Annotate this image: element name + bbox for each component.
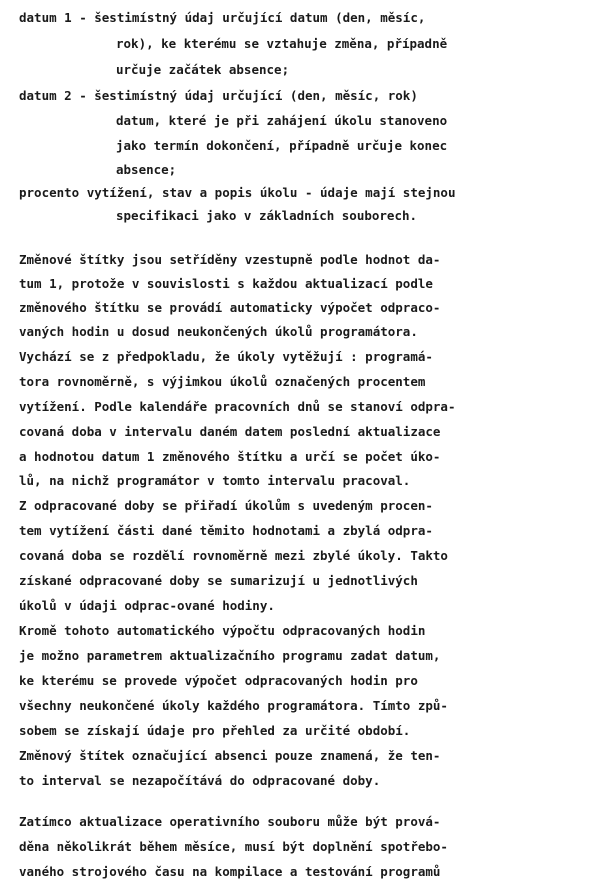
- text-line: tem vytížení části dané těmito hodnotami a zbylá odpra-: [19, 523, 433, 538]
- text-line: procento vytížení, stav a popis úkolu - údaje mají stejnou: [19, 185, 456, 200]
- text-line: získané odpracované doby se sumarizují u jednotlivých: [19, 573, 418, 588]
- text-line: Z odpracované doby se přiřadí úkolům s uvedeným procen-: [19, 498, 433, 513]
- text-line: sobem se získají údaje pro přehled za určité období.: [19, 723, 411, 738]
- text-line: datum, které je při zahájení úkolu stanoveno: [116, 113, 448, 128]
- text-line: specifikaci jako v základních souborech.: [116, 208, 418, 223]
- text-line: datum 1 - šestimístný údaj určující datum (den, měsíc,: [19, 10, 426, 25]
- text-line: určuje začátek absence;: [116, 62, 290, 77]
- text-line: změnového štítku se provádí automaticky výpočet odpraco-: [19, 300, 441, 315]
- text-line: covaná doba v intervalu daném datem poslední aktualizace: [19, 424, 441, 439]
- text-line: Vychází se z předpokladu, že úkoly vytěžují : programá-: [19, 349, 433, 364]
- text-line: datum 2 - šestimístný údaj určující (den, měsíc, rok): [19, 88, 418, 103]
- text-line: úkolů v údaji odprac-ované hodiny.: [19, 598, 275, 613]
- text-line: Zatímco aktualizace operativního souboru může být prová-: [19, 814, 441, 829]
- text-line: rok), ke kterému se vztahuje změna, případně: [116, 36, 448, 51]
- text-line: Změnový štítek označující absenci pouze znamená, že ten-: [19, 748, 441, 763]
- text-line: tum 1, protože v souvislosti s každou aktualizací podle: [19, 276, 433, 291]
- text-line: to interval se nezapočítává do odpracované doby.: [19, 773, 381, 788]
- text-line: lů, na nichž programátor v tomto intervalu pracoval.: [19, 473, 411, 488]
- text-line: všechny neukončené úkoly každého programátora. Tímto způ-: [19, 698, 448, 713]
- text-line: je možno parametrem aktualizačního programu zadat datum,: [19, 648, 441, 663]
- text-line: tora rovnoměrně, s výjimkou úkolů označených procentem: [19, 374, 426, 389]
- text-line: děna několikrát během měsíce, musí být doplnění spotřebo-: [19, 839, 448, 854]
- text-line: ke kterému se provede výpočet odpracovaných hodin pro: [19, 673, 418, 688]
- text-line: jako termín dokončení, případně určuje konec: [116, 138, 448, 153]
- text-line: vaného strojového času na kompilace a testování programů: [19, 864, 441, 879]
- text-line: Změnové štítky jsou setříděny vzestupně podle hodnot da-: [19, 252, 441, 267]
- text-line: absence;: [116, 162, 177, 177]
- text-line: vaných hodin u dosud neukončených úkolů programátora.: [19, 324, 418, 339]
- text-line: covaná doba se rozdělí rovnoměrně mezi zbylé úkoly. Takto: [19, 548, 448, 563]
- text-line: vytížení. Podle kalendáře pracovních dnů se stanoví odpra-: [19, 399, 456, 414]
- text-line: Kromě tohoto automatického výpočtu odpracovaných hodin: [19, 623, 426, 638]
- text-line: a hodnotou datum 1 změnového štítku a určí se počet úko-: [19, 449, 441, 464]
